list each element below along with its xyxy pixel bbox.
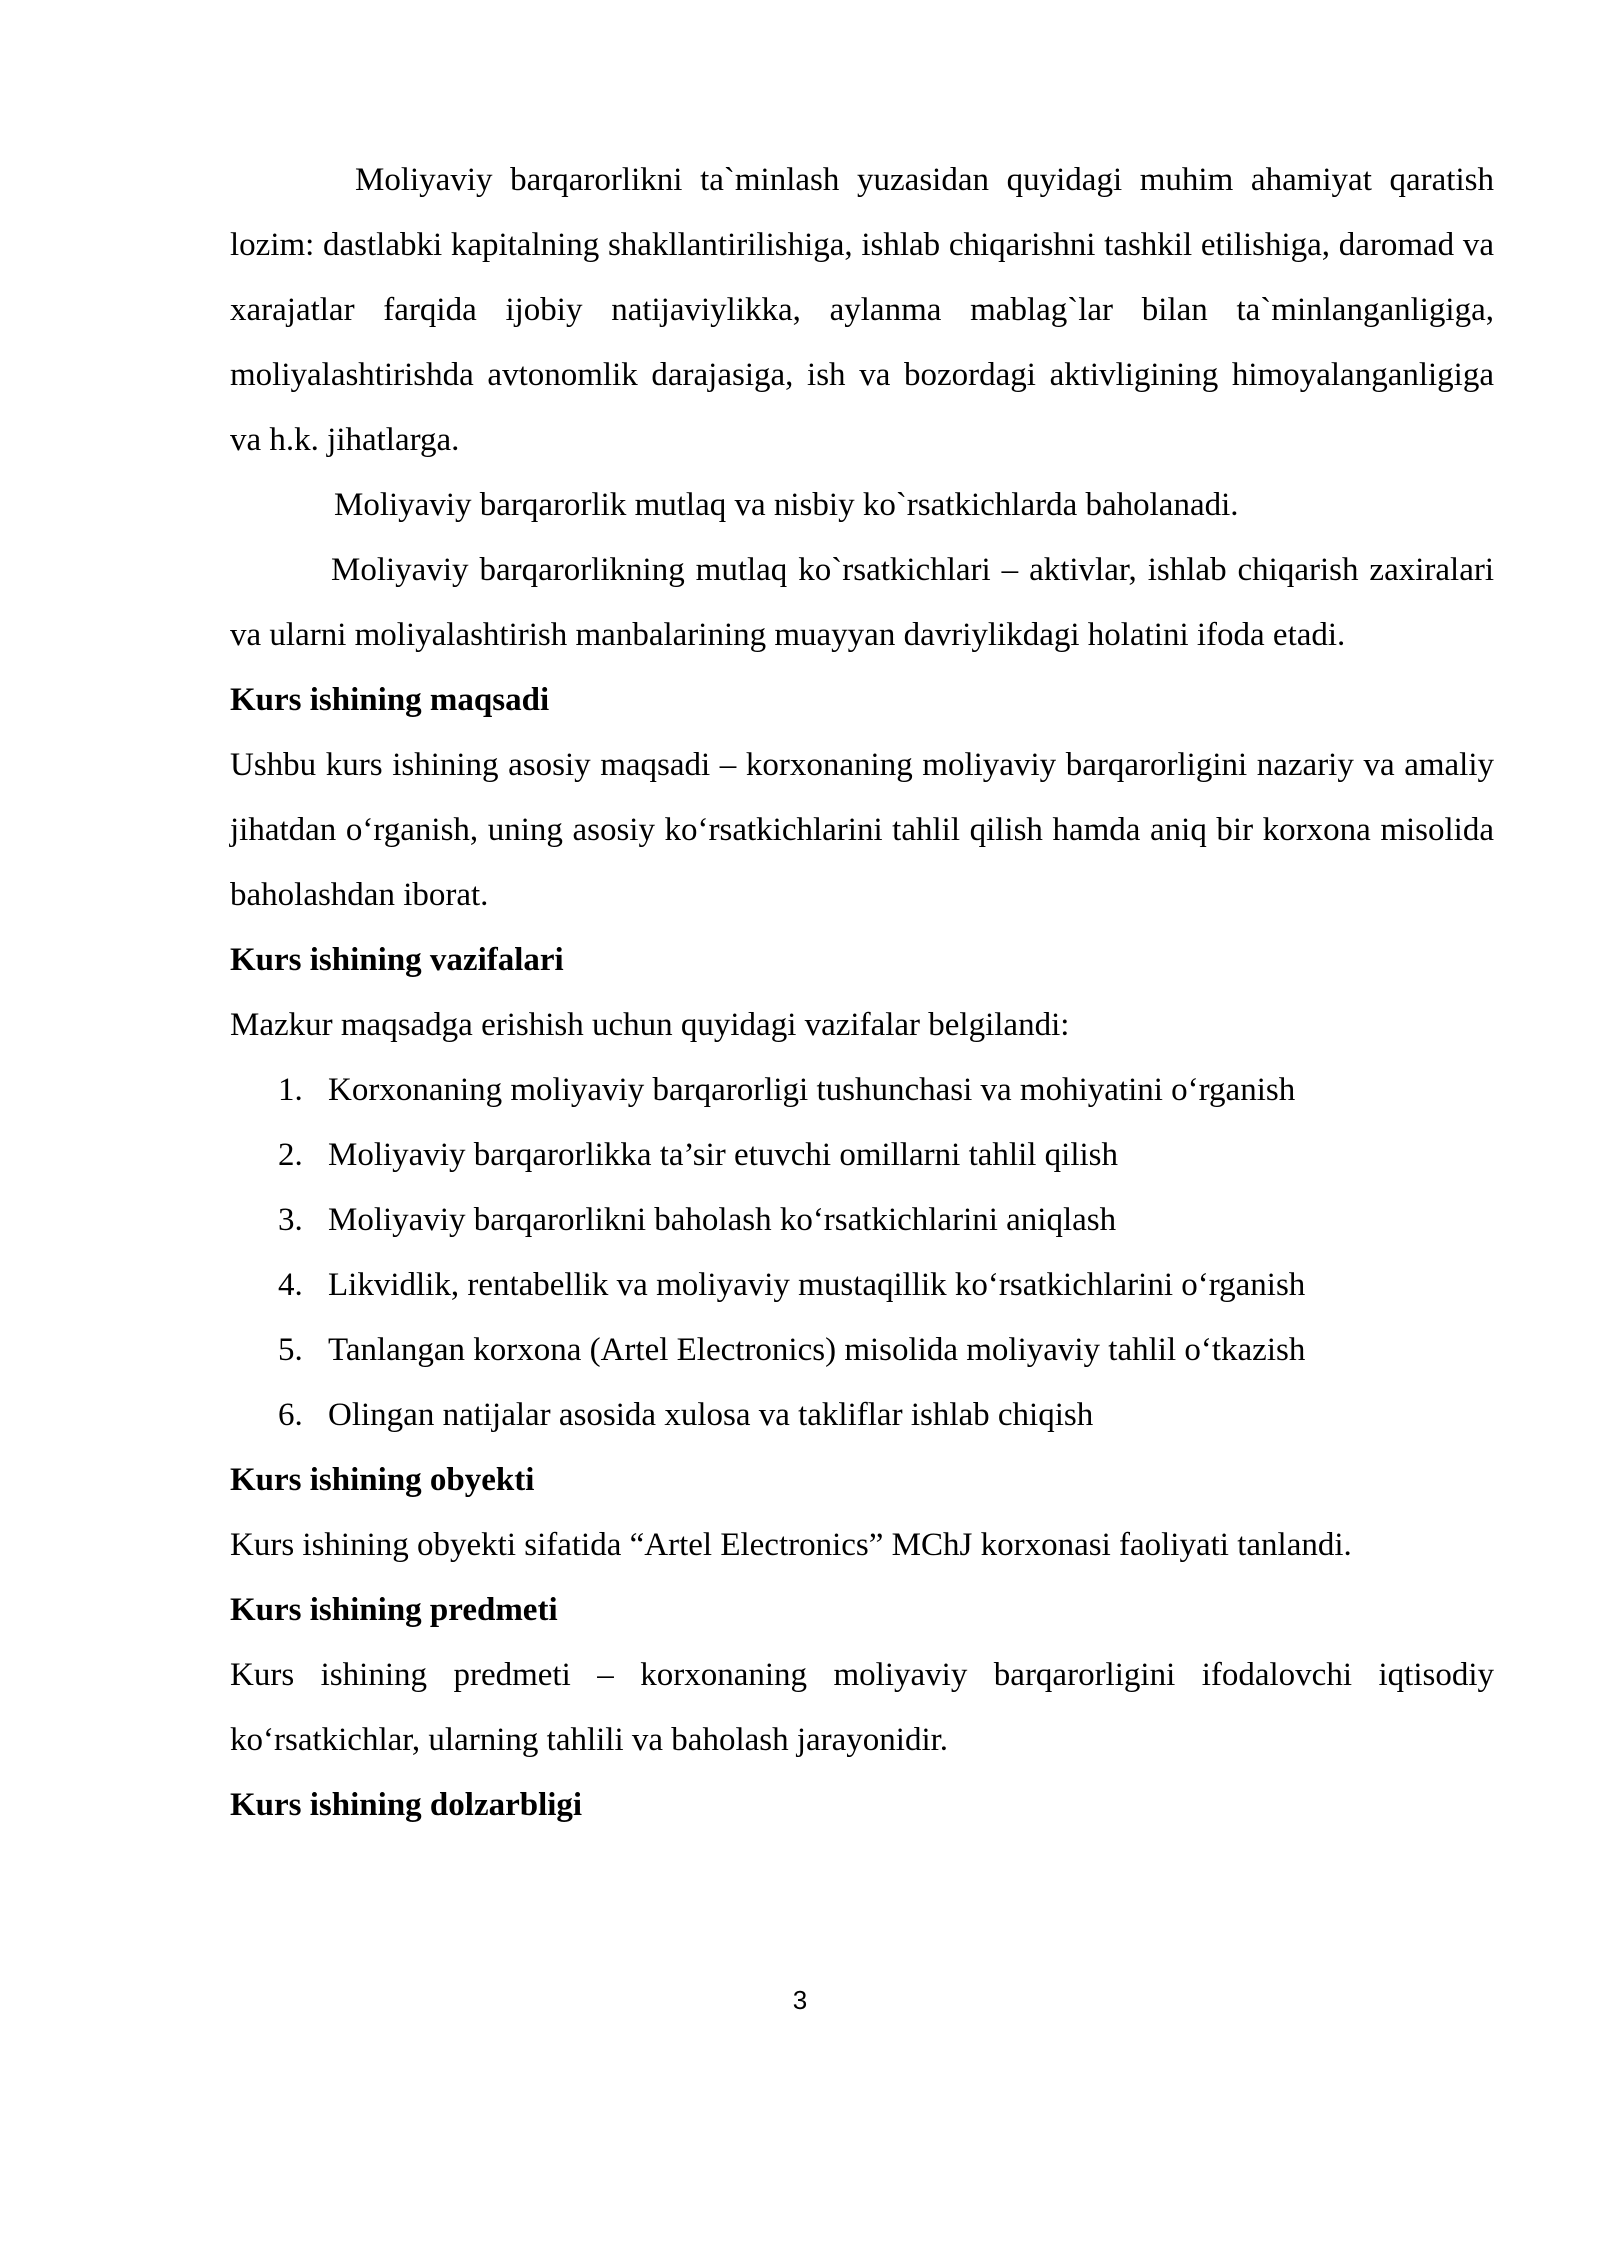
heading-maqsad: Kurs ishining maqsadi — [230, 682, 550, 718]
list-item — [230, 1058, 1494, 1123]
list-item — [230, 1123, 1494, 1188]
list-item-text: Tanlangan korxona (Artel Electronics) misolida moliyaviy tahlil o‘tkazish — [328, 1332, 1306, 1368]
list-item-number: 5. — [278, 1332, 303, 1368]
list-item-text: Korxonaning moliyaviy barqarorligi tushunchasi va mohiyatini o‘rganish — [328, 1072, 1296, 1108]
list-item-text: Likvidlik, rentabellik va moliyaviy mustaqillik ko‘rsatkichlarini o‘rganish — [328, 1267, 1306, 1303]
paragraph-financial-stability: Moliyaviy barqarorlikni ta`minlash yuzasidan quyidagi muhim ahamiyat qaratish lozim: dastlabki kapitalning shakllantirilishiga, ishlab chiqarishni tashkil etilishiga, daromad va xarajatlar farqida ijobiy natijaviylikka, aylanma mablag`lar bilan ta`minlanganligiga, moliyalashtirishda avtonomlik darajasiga, ish va bozordagi aktivligining himoyalanganligiga va h.k. jihatlarga. — [230, 162, 1494, 458]
paragraph-maqsad: Ushbu kurs ishining asosiy maqsadi – korxonaning moliyaviy barqarorligini nazariy va amaliy jihatdan o‘rganish, uning asosiy ko‘rsatkichlarini tahlil qilish hamda aniq bir korxona misolida baholashdan iborat. — [230, 747, 1494, 913]
page-number: 3 — [792, 1985, 808, 2015]
paragraph-assessment: Moliyaviy barqarorlik mutlaq va nisbiy ko`rsatkichlarda baholanadi. — [334, 487, 1239, 523]
heading-dolzarblik: Kurs ishining dolzarbligi — [230, 1787, 583, 1823]
list-item-number: 6. — [278, 1397, 303, 1433]
list-item-number: 1. — [278, 1072, 303, 1108]
heading-predmet: Kurs ishining predmeti — [230, 1592, 558, 1628]
paragraph-obyekt: Kurs ishining obyekti sifatida “Artel Electronics” MChJ korxonasi faoliyati tanlandi. — [230, 1527, 1352, 1563]
list-item-number: 2. — [278, 1137, 303, 1173]
paragraph-vazifalar-intro: Mazkur maqsadga erishish uchun quyidagi vazifalar belgilandi: — [230, 1007, 1070, 1043]
heading-vazifalar: Kurs ishining vazifalari — [230, 942, 564, 978]
paragraph-predmet: Kurs ishining predmeti – korxonaning moliyaviy barqarorligini ifodalovchi iqtisodiy ko‘rsatkichlar, ularning tahlili va baholash jarayonidir. — [230, 1657, 1494, 1758]
list-item-text: Moliyaviy barqarorlikka ta’sir etuvchi omillarni tahlil qilish — [328, 1137, 1119, 1173]
list-item-number: 3. — [278, 1202, 303, 1238]
list-item — [230, 1253, 1494, 1318]
list-item-text: Moliyaviy barqarorlikni baholash ko‘rsatkichlarini aniqlash — [328, 1202, 1117, 1238]
list-item-text: Olingan natijalar asosida xulosa va takliflar ishlab chiqish — [328, 1397, 1094, 1433]
list-item — [230, 1318, 1494, 1383]
list-item-number: 4. — [278, 1267, 303, 1303]
list-item — [230, 1383, 1494, 1448]
task-list — [230, 1058, 1494, 1448]
heading-obyekt: Kurs ishining obyekti — [230, 1462, 535, 1498]
list-item — [230, 1188, 1494, 1253]
page-content — [230, 148, 1494, 1838]
paragraph-absolute-indicators: Moliyaviy barqarorlikning mutlaq ko`rsatkichlari – aktivlar, ishlab chiqarish zaxiralari va ularni moliyalashtirish manbalarining muayyan davriylikdagi holatini ifoda etadi. — [230, 552, 1494, 653]
